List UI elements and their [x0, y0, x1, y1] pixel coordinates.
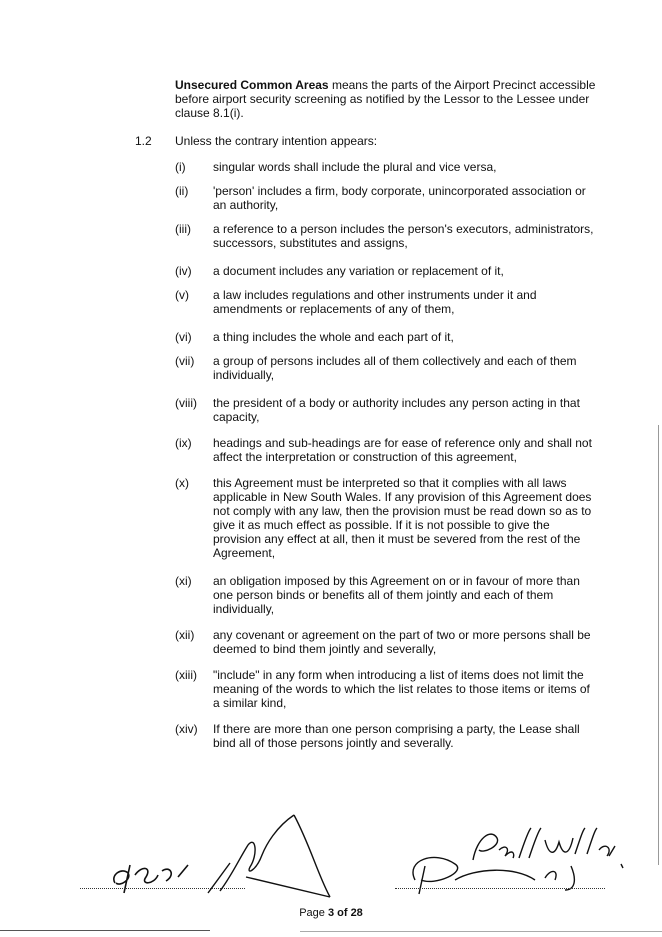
footer-separator: of	[334, 907, 351, 919]
definition-term: Unsecured Common Areas	[175, 78, 329, 92]
item-number: (ix)	[175, 436, 192, 450]
footer-prefix: Page	[299, 907, 328, 919]
item-text: a reference to a person includes the person's executors, administrators, successors, substitutes and assigns,	[213, 222, 594, 250]
item-number: (xiii)	[175, 668, 197, 682]
item-number: (vi)	[175, 330, 192, 344]
item-text: 'person' includes a firm, body corporate, unincorporated association or an authority,	[213, 184, 586, 212]
item-text: a law includes regulations and other instruments under it and amendments or replacements of any of them,	[213, 288, 537, 316]
item-number: (x)	[175, 476, 189, 490]
item-number: (ii)	[175, 184, 189, 198]
page-footer	[0, 906, 662, 920]
definition-text: means the parts of the Airport Precinct accessible before airport security screening as notified by the Lessor to the Lessee under clause 8.1(i).	[175, 78, 596, 120]
item-number: (vii)	[175, 354, 195, 368]
signature-line-right	[395, 888, 605, 889]
signature-line-left	[80, 888, 245, 889]
clause-heading: Unless the contrary intention appears:	[175, 134, 378, 148]
item-text: a group of persons includes all of them collectively and each of them individually,	[213, 354, 577, 382]
item-text: a document includes any variation or replacement of it,	[213, 264, 504, 278]
item-number: (iii)	[175, 222, 191, 236]
bottom-rule-right	[300, 931, 662, 932]
left-signature	[80, 805, 340, 900]
item-text: the president of a body or authority includes any person acting in that capacity,	[213, 396, 580, 424]
item-text: a thing includes the whole and each part of it,	[213, 330, 454, 344]
item-text: any covenant or agreement on the part of two or more persons shall be deemed to bind them jointly and severally,	[213, 628, 591, 656]
item-number: (i)	[175, 160, 186, 174]
item-text: this Agreement must be interpreted so that it complies with all laws applicable in New South Wales. If any provision of this Agreement does not comply with any law, then the provision must be read down so as to give it as much effect as possible. If it is not possible to give the provision any effect at all, then it must be severed from the rest of the Agreement,	[213, 476, 592, 560]
item-text: "include" in any form when introducing a list of items does not limit the meaning of the words to which the list relates to those items or items of a similar kind,	[213, 668, 590, 710]
right-signature	[395, 820, 625, 895]
item-text: If there are more than one person comprising a party, the Lease shall bind all of those persons jointly and severally.	[213, 722, 580, 750]
item-text: singular words shall include the plural and vice versa,	[213, 160, 497, 174]
margin-rule	[658, 425, 659, 865]
item-number: (xi)	[175, 574, 192, 588]
footer-current-page: 3	[327, 907, 335, 919]
definition-paragraph	[175, 78, 615, 120]
item-number: (iv)	[175, 264, 192, 278]
clause-number: 1.2	[135, 134, 152, 148]
bottom-rule-left	[0, 930, 210, 931]
item-number: (xiv)	[175, 722, 198, 736]
item-text: an obligation imposed by this Agreement on or in favour of more than one person binds or benefits all of them jointly and each of them individually,	[213, 574, 580, 616]
item-number: (v)	[175, 288, 189, 302]
item-number: (xii)	[175, 628, 195, 642]
item-text: headings and sub-headings are for ease of reference only and shall not affect the interpretation or construction of this agreement,	[213, 436, 592, 464]
footer-total-pages: 28	[350, 907, 363, 919]
item-number: (viii)	[175, 396, 197, 410]
